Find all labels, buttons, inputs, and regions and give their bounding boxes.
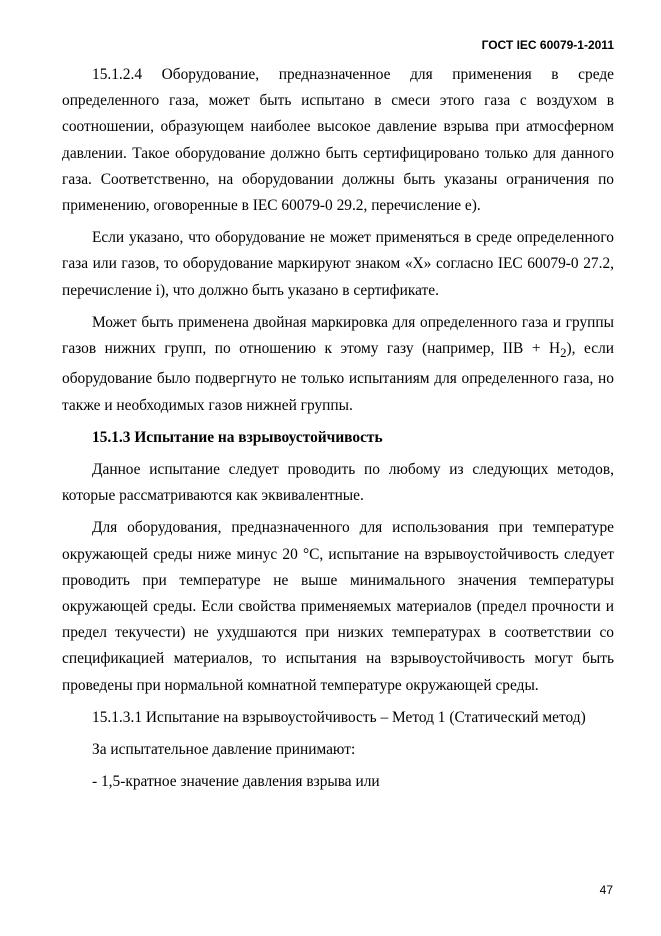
- page-number: 47: [599, 883, 613, 897]
- list-item-pressure-factor: - 1,5-кратное значение давления взрыва или: [92, 773, 380, 791]
- paragraph-low-temperature: Для оборудования, предназначенного для использования при температуре окружающей среды ниже минус 20 °С, испытание на взрывоустойчивость следует проводить при температуре не выше минимального значения температуры окружающей среды. Если свойства применяемых материалов (предел прочности и предел текучести) не ухудшаются при низких температурах в соответствии со спецификацией материалов, то испытания на взрывоустойчивость могут быть проведены при нормальной комнатной температуре окружающей среды.: [62, 519, 614, 694]
- paragraph-15-1-2-4: 15.1.2.4 Оборудование, предназначенное для применения в среде определенного газа, может быть испытано в смеси этого газа с воздухом в соотношении, образующем наиболее высокое давление взрыва при атмосферном давлении. Такое оборудование должно быть сертифицировано только для данного газа. Соответственно, на оборудовании должны быть указаны ограничения по применению, оговоренные в IEC 60079-0 29.2, перечисление е).: [62, 66, 614, 215]
- paragraph-marking-x: Если указано, что оборудование не может применяться в среде определенного газа или газов, то оборудование маркируют знаком «Х» согласно IEC 60079-0 27.2, перечисление i), что должно быть указано в сертификате.: [62, 229, 614, 299]
- paragraph-double-marking-text-start: Может быть применена двойная маркировка для определенного газа и группы газов нижних групп, по отношению к этому газу (например, IIB + H: [62, 313, 614, 358]
- paragraph-double-marking-text-end: ), если оборудование было подвергнуто не только испытаниям для определенного газа, но также и необходимых газов нижней группы.: [62, 340, 614, 414]
- section-heading-15-1-3: 15.1.3 Испытание на взрывоустойчивость: [92, 428, 383, 446]
- paragraph-test-methods: Данное испытание следует проводить по любому из следующих методов, которые рассматриваются как эквивалентные.: [62, 460, 614, 505]
- subscript-hydrogen-index: 2: [560, 346, 567, 361]
- paragraph-test-pressure: За испытательное давление принимают:: [92, 740, 356, 758]
- paragraph-15-1-3-1: 15.1.3.1 Испытание на взрывоустойчивость – Метод 1 (Статический метод): [92, 708, 586, 726]
- document-body: [62, 62, 614, 801]
- document-code: ГОСТ IEC 60079-1-2011: [481, 38, 614, 52]
- paragraph-double-marking: [62, 310, 614, 419]
